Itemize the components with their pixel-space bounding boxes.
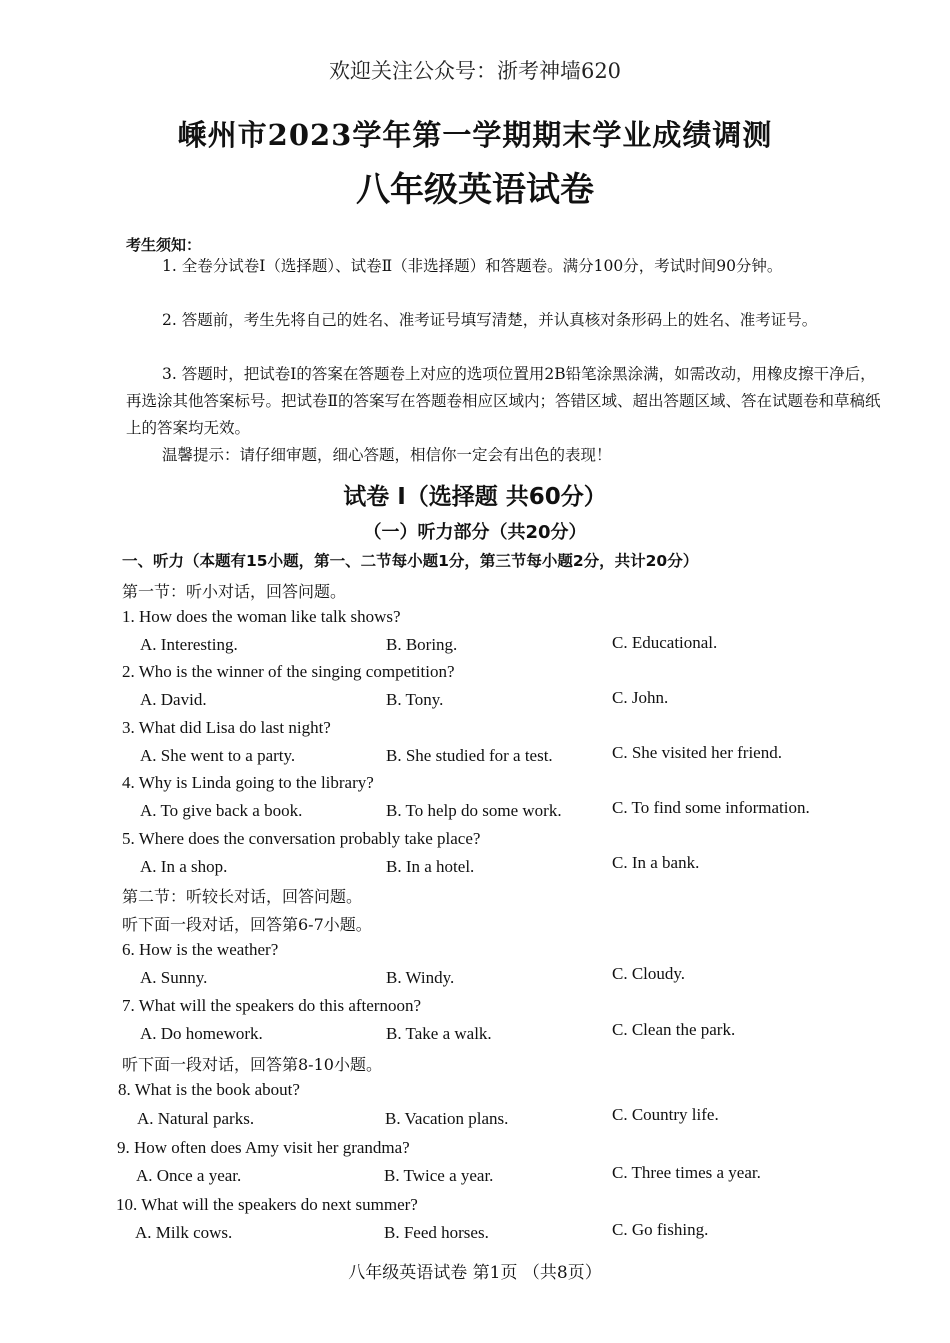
q3-option-b: B. She studied for a test. <box>386 746 553 765</box>
question-3: 3. What did Lisa do last night? <box>122 718 331 737</box>
section2-label: 第二节：听较长对话，回答问题。 <box>122 887 363 906</box>
part-title: 试卷 I（选择题 共60分） <box>343 484 607 510</box>
q9-option-a: A. Once a year. <box>136 1166 242 1185</box>
group1-label: 听下面一段对话，回答第6-7小题。 <box>122 915 372 934</box>
question-5: 5. Where does the conversation probably take place? <box>122 829 481 848</box>
exam-title: 嵊州市2023学年第一学期期末学业成绩调测 <box>177 118 773 152</box>
q8-option-b: B. Vacation plans. <box>385 1109 509 1128</box>
q10-option-c: C. Go fishing. <box>612 1220 709 1239</box>
q7-option-b: B. Take a walk. <box>386 1024 492 1043</box>
q7-option-c: C. Clean the park. <box>612 1020 736 1039</box>
q6-option-a: A. Sunny. <box>140 968 208 987</box>
q6-option-c: C. Cloudy. <box>612 964 686 983</box>
q6-option-b: B. Windy. <box>386 968 455 987</box>
q5-option-b: B. In a hotel. <box>386 857 475 876</box>
page-footer: 八年级英语试卷 第1页 （共8页） <box>348 1263 602 1283</box>
section1-label: 第一节：听小对话，回答问题。 <box>122 582 347 601</box>
q10-option-a: A. Milk cows. <box>135 1223 233 1242</box>
q9-option-b: B. Twice a year. <box>384 1166 494 1185</box>
header-note: 欢迎关注公众号：浙考神墙620 <box>328 59 622 83</box>
notice-item-2: 2. 答题前，考生先将自己的姓名、准考证号填写清楚，并认真核对条形码上的姓名、准考证号。 <box>162 311 818 329</box>
q5-option-a: A. In a shop. <box>140 857 228 876</box>
q8-option-c: C. Country life. <box>612 1105 719 1124</box>
q4-option-c: C. To find some information. <box>612 798 810 817</box>
q5-option-c: C. In a bank. <box>612 853 700 872</box>
question-2: 2. Who is the winner of the singing competition? <box>122 662 455 681</box>
q1-option-a: A. Interesting. <box>140 635 238 654</box>
q1-option-c: C. Educational. <box>612 633 718 652</box>
q3-option-c: C. She visited her friend. <box>612 743 782 762</box>
q2-option-c: C. John. <box>612 688 669 707</box>
q4-option-b: B. To help do some work. <box>386 801 562 820</box>
question-6: 6. How is the weather? <box>122 940 279 959</box>
question-8: 8. What is the book about? <box>118 1080 300 1099</box>
notice-item-3: 3. 答题时，把试卷Ⅰ的答案在答题卷上对应的选项位置用2B铅笔涂黑涂满，如需改动，用橡皮擦干净后，再选涂其他答案标号。把试卷Ⅱ的答案写在答题卷相应区域内；答错区域、超出答题区域、答在试题卷和草稿纸上的答案均无效。 <box>126 365 881 437</box>
exam-subtitle: 八年级英语试卷 <box>356 170 594 210</box>
q2-option-a: A. David. <box>140 690 207 709</box>
q2-option-b: B. Tony. <box>386 690 444 709</box>
q4-option-a: A. To give back a book. <box>140 801 303 820</box>
question-4: 4. Why is Linda going to the library? <box>122 773 374 792</box>
question-10: 10. What will the speakers do next summer? <box>116 1195 418 1214</box>
notice-item-1: 1. 全卷分试卷Ⅰ（选择题）、试卷Ⅱ（非选择题）和答题卷。满分100分，考试时间90分钟。 <box>162 257 783 275</box>
group2-label: 听下面一段对话，回答第8-10小题。 <box>122 1055 382 1074</box>
notice-tip: 温馨提示：请仔细审题，细心答题，相信你一定会有出色的表现！ <box>162 446 612 464</box>
listening-instruction: 一、听力（本题有15小题，第一、二节每小题1分，第三节每小题2分，共计20分） <box>122 552 699 570</box>
q10-option-b: B. Feed horses. <box>384 1223 489 1242</box>
notice-heading: 考生须知： <box>126 236 202 254</box>
q7-option-a: A. Do homework. <box>140 1024 263 1043</box>
q1-option-b: B. Boring. <box>386 635 458 654</box>
question-7: 7. What will the speakers do this afternoon? <box>122 996 421 1015</box>
q9-option-c: C. Three times a year. <box>612 1163 761 1182</box>
q3-option-a: A. She went to a party. <box>140 746 296 765</box>
question-1: 1. How does the woman like talk shows? <box>122 607 401 626</box>
section-title: （一）听力部分（共20分） <box>363 522 587 543</box>
question-9: 9. How often does Amy visit her grandma? <box>117 1138 410 1157</box>
q8-option-a: A. Natural parks. <box>137 1109 255 1128</box>
